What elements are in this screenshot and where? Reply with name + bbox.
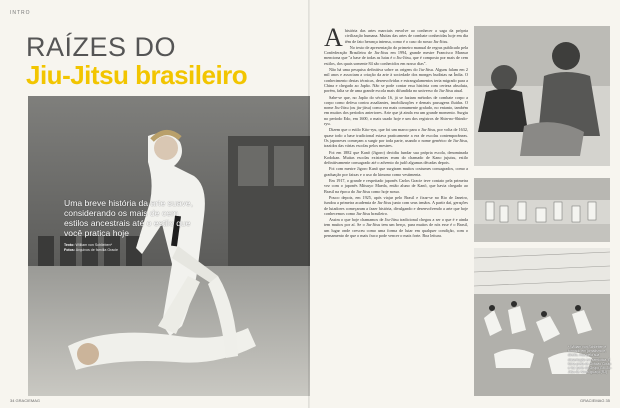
credit-photos: Fotos: Arquivos de família Gracie bbox=[64, 248, 118, 252]
paragraph-6: Foi em 1882 que Kanō (Jigoro) decidiu fundar sua própria escola, denominada Kodokan. Muitas escolas existentes eram do chamado de Kano jujutsu, estilo definitivamente consagrado até o advento do judô algumas décadas depois. bbox=[324, 149, 468, 166]
paragraph-10: Assim o que hoje chamamos de Jiu-Jitsu tradicional chegou a ser o que é e ainda tem muitos por aí. Se o Jiu-Jitsu tem um berço, para muitos de nós esse é o Brasil, um lugar onde cresceu como uma forma de lutar em qualquer condição, com o pensamento de que o mais fraco pode vencer o mais forte. Boa leitura. bbox=[324, 217, 468, 238]
folio-right: GRACIEMAG 35 bbox=[579, 398, 610, 403]
folio-left: 34 GRACIEMAG bbox=[10, 398, 41, 403]
title-line-2: Jiu-Jitsu brasileiro bbox=[26, 60, 248, 90]
paragraph-8: Em 1917, o grande e respeitado japonês Carlos Gracie teve contato pela primeira vez com o japonês Mitsuyo Maeda, então aluno de Kanō, que havia chegado ao Brasil na época do Jiu-Jitsu como hoje nosso. bbox=[324, 178, 468, 194]
paragraph-3: Não há uma pesquisa definitiva sobre as origens do Jiu-Jitsu. Alguns falam em 2 mil anos e associam a criação da arte à sociedade dos monges budistas na Índia. O conhecimento destas técnicas, desenvolvidas e estrangulamentos teria migrado para a China e chegado ao Japão. Não se pode contar essa história com certeza absoluta, porém, falta se de uma grande escola mais difundida no universo do Jiu-Jitsu atual. bbox=[324, 67, 468, 94]
section-tag: INTRO bbox=[10, 10, 31, 16]
paragraph-4: Sabe-se que, no Japão do século 16, já se faziam métodos de combate corpo a corpo como defesa contra assaltantes, imobilizações e demais passagens fluidas. O nome Jiu-Jitsu (ou jiu-jitsu) como era mais comumente grafado, no entanto, também em muitos dos períodos anteriores. Arte que já ainda era um grande momento. Surgiu no período Edo, em 1600, o mais usado hoje e um dos registros de Shin-no-Shindo-ryu. bbox=[324, 94, 468, 127]
right-page bbox=[310, 0, 620, 408]
drop-cap: A bbox=[324, 28, 343, 52]
credit-text: Texto: William von Schlieben* bbox=[64, 243, 113, 247]
paragraph-2: No texto de apresentação do primeiro manual de regras publicado pela Confederação Brasileira de Jiu-Jitsu em 1994, grande mestre Francisco Mansur menciona que "a base de todas as lutas é o Jiu-Jitsu, que é composto por mais de cem estilos, dos quais somente 84 são conhecidos em nosso dias". bbox=[324, 44, 468, 66]
paragraph-5: Dizem que o estilo Kito-ryu, que foi um marco para o Jiu-Jitsu, por volta de 1632, quase todo a base tradicional estava praticamente a era de escolas contemporâneas. Os japoneses começam a surgir por toda parte, usando o nome genérico de Jiu-Jitsu, trazidos das várias escolas pelos mestres. bbox=[324, 127, 468, 149]
article-subtitle: Uma breve história da arte suave, considerando os mais de cem estilos ancestrais até o estilo que você pratica hoje bbox=[64, 198, 193, 238]
photo-historic-portrait bbox=[474, 26, 610, 166]
credits bbox=[64, 243, 204, 253]
title-line-1: RAÍZES DO bbox=[26, 32, 177, 62]
main-photo bbox=[28, 96, 310, 396]
photo-caption: * William von Schlieben é formado em jornalismo e, direito, mas pela sua dissertação em semiótica. É faixa-preta de Octavio Couto e faz parte do Grupo GM Jiu-Jitsu de Nova Iguaçu (RJ) bbox=[568, 345, 612, 375]
photo-training-hall bbox=[474, 178, 610, 242]
paragraph-7: Foi com mestre Jigoro Kanō que surgiram muitos costumes consagrados, como a graduação por faixas e o uso do kimono como vestimenta. bbox=[324, 166, 468, 177]
paragraph-1: Ahistória das artes marciais envolve ao conhecer a saga da própria civilização humana. Muitas das artes de combate conhecidas hoje em dia têm de fato herança intensa, como é o caso do nosso Jiu-Jitsu. bbox=[324, 28, 468, 52]
paragraph-9: Pouco depois, em 1925, após viajar pelo Brasil e fixar-se no Rio de Janeiro, fundou a primeira academia de Jiu-Jitsu junto com seus irmãos. A partir daí, gerações de lutadores começaram a fazer história, divulgando e desenvolvendo a arte que hoje conhecemos como Jiu-Jitsu brasileiro. bbox=[324, 194, 468, 216]
article-body bbox=[324, 28, 468, 400]
